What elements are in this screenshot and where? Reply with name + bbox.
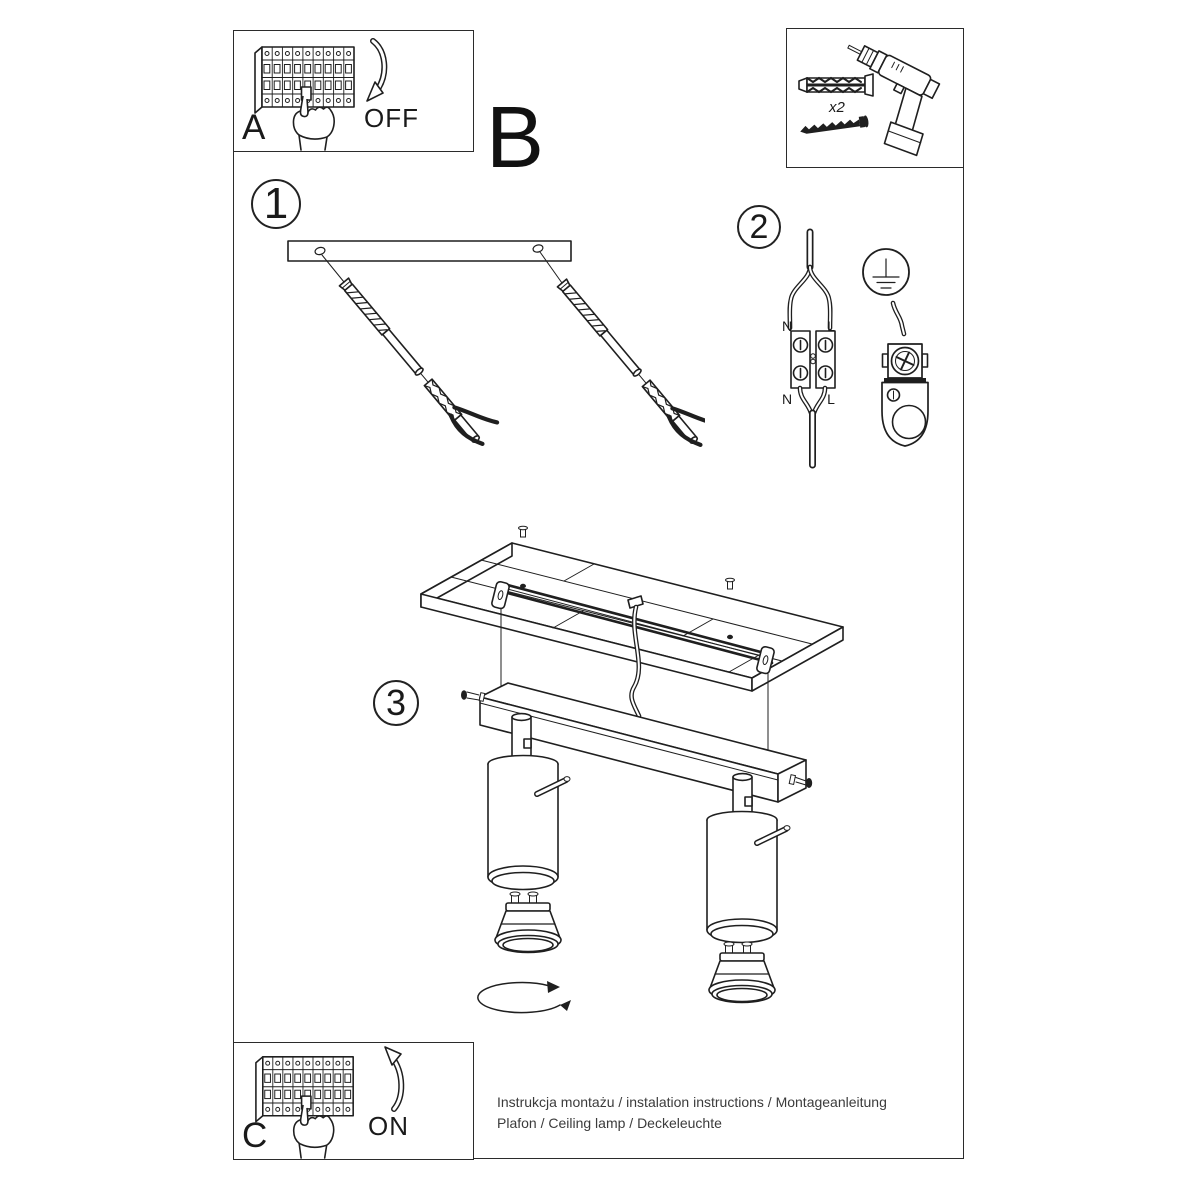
screw-icon	[799, 115, 869, 136]
section-b-label: B	[486, 89, 545, 186]
gu10-bulb-right	[709, 942, 775, 1003]
tools-box	[786, 28, 964, 168]
ceiling-mounting-bar	[288, 241, 571, 261]
step-1-number: 1	[263, 179, 289, 228]
earth-wire	[893, 303, 904, 334]
section-c-label: C	[242, 1116, 268, 1155]
power-on-label: ON	[368, 1111, 409, 1141]
wiring-diagram	[770, 215, 955, 475]
earth-terminal-clamp	[883, 344, 928, 383]
screw-with-wall-plug-right	[557, 266, 705, 451]
section-c-box	[233, 1042, 474, 1160]
ceiling-plate	[421, 526, 843, 691]
gu10-bulb-left	[495, 892, 561, 953]
mounting-bar-diagram	[285, 235, 705, 465]
step-3-number: 3	[385, 682, 407, 723]
section-a-label: A	[242, 108, 266, 147]
screw-with-wall-plug-left	[339, 265, 502, 450]
terminal-block	[791, 331, 835, 388]
step-1-badge	[251, 179, 301, 229]
power-off-label: OFF	[364, 103, 419, 133]
caption-line-2: Plafon / Ceiling lamp / Deckeleuchte	[497, 1115, 722, 1131]
caption-line-1: Instrukcja montażu / instalation instructions / Montageanleitung	[497, 1094, 887, 1110]
wall-plug-quantity-label: x2	[829, 99, 845, 116]
earth-symbol-icon	[863, 249, 909, 295]
wire-label-n-bottom: N	[781, 391, 793, 407]
wall-plug-icon	[799, 74, 873, 96]
circuit-breaker-panel-icon	[250, 37, 364, 151]
lamp-cable	[800, 388, 825, 465]
step-2-number: 2	[749, 207, 769, 246]
mounting-bracket	[882, 383, 928, 447]
switch-off-arrow-icon	[352, 35, 398, 105]
rotation-arrow-icon	[478, 981, 571, 1013]
lamp-assembly-diagram	[400, 525, 870, 1025]
wire-label-l-top: L	[827, 318, 835, 334]
caption	[497, 1092, 887, 1134]
wire-label-l-bottom: L	[827, 391, 835, 407]
wire-label-n-top: N	[781, 318, 793, 334]
section-a-box	[233, 30, 474, 152]
switch-on-arrow-icon	[368, 1045, 414, 1117]
supply-cable	[790, 232, 831, 328]
